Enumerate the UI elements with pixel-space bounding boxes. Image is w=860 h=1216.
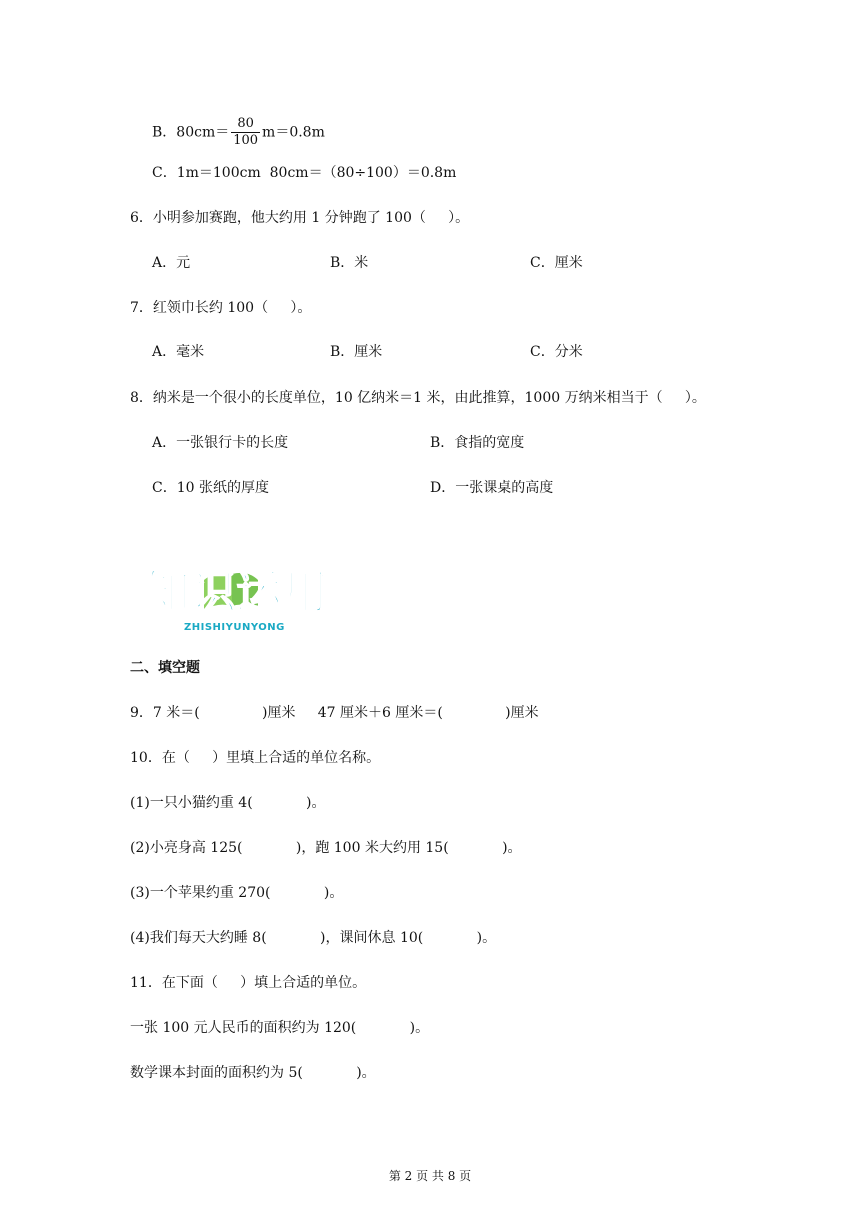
logo-title: 知识运用 — [144, 565, 328, 619]
q7-option-b: B．厘米 — [330, 344, 383, 360]
q10-item-2: (2)小亮身高 125( )，跑 100 米大约用 15( )。 — [130, 840, 522, 856]
q8-option-b: B．食指的宽度 — [430, 435, 525, 451]
question-7-stem: 7．红领巾长约 100（ ）。 — [130, 300, 312, 316]
section-title: 二、填空题 — [130, 660, 200, 676]
q11-item-2: 数学课本封面的面积约为 5( )。 — [130, 1065, 376, 1081]
logo-subtitle: ZHISHIYUNYONG — [184, 622, 285, 633]
q8-option-c: C．10 张纸的厚度 — [152, 480, 269, 496]
fraction-denominator: 100 — [233, 133, 259, 148]
q7-option-c: C．分米 — [530, 344, 583, 360]
logo-graphic — [140, 562, 350, 634]
question-9: 9．7 米＝( )厘米 47 厘米＋6 厘米＝( )厘米 — [130, 705, 539, 721]
q8-option-d: D．一张课桌的高度 — [430, 480, 554, 496]
q6-option-c: C．厘米 — [530, 255, 583, 271]
question-8-stem: 8．纳米是一个很小的长度单位，10 亿纳米＝1 米，由此推算，1000 万纳米相当于（ ）。 — [130, 390, 706, 406]
q10-item-3: (3)一个苹果约重 270( )。 — [130, 885, 344, 901]
q11-item-1: 一张 100 元人民币的面积约为 120( )。 — [130, 1020, 430, 1036]
question-6-stem: 6．小明参加赛跑，他大约用 1 分钟跑了 100（ ）。 — [130, 210, 470, 226]
question-11-stem: 11．在下面（ ）填上合适的单位。 — [130, 975, 367, 991]
q7-option-a: A．毫米 — [152, 344, 205, 360]
fraction — [231, 116, 260, 149]
q5-option-c: C．1m＝100cm 80cm＝（80÷100）＝0.8m — [152, 165, 457, 181]
q5-option-b-suffix: m＝0.8m — [262, 124, 325, 141]
knowledge-application-logo — [140, 562, 350, 634]
q10-item-4: (4)我们每天大约睡 8( )，课间休息 10( )。 — [130, 930, 497, 946]
fraction-numerator: 80 — [231, 116, 260, 133]
q5-option-b — [152, 116, 325, 149]
question-10-stem: 10．在（ ）里填上合适的单位名称。 — [130, 750, 381, 766]
q10-item-1: (1)一只小猫约重 4( )。 — [130, 795, 326, 811]
q6-option-b: B．米 — [330, 255, 369, 271]
q5-option-b-prefix: B．80cm＝ — [152, 124, 230, 141]
q8-option-a: A．一张银行卡的长度 — [152, 435, 289, 451]
page-number: 第 2 页 共 8 页 — [388, 1169, 472, 1183]
q6-option-a: A．元 — [152, 255, 191, 271]
